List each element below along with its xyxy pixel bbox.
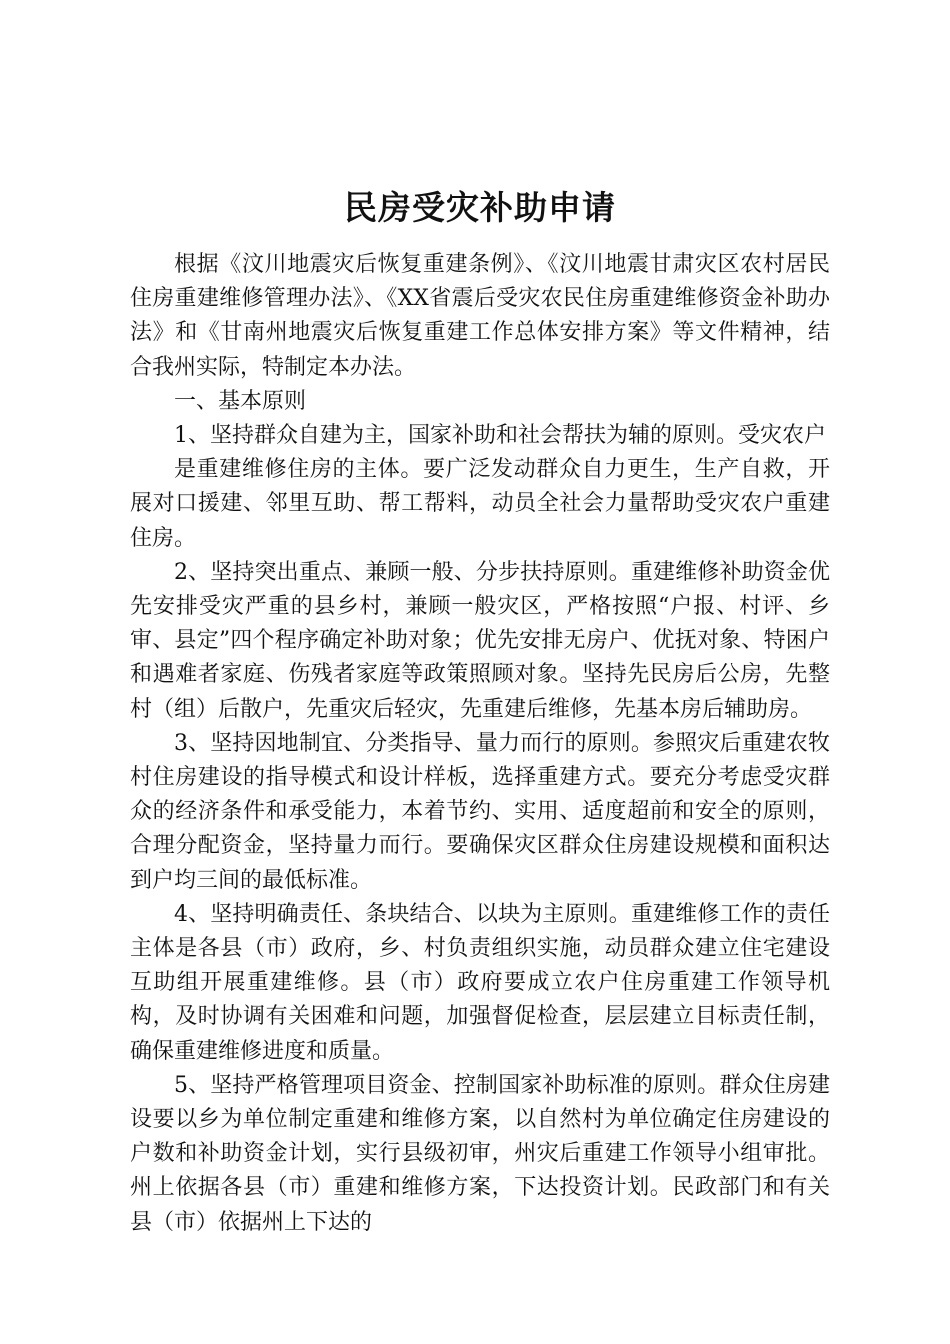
paragraph-principle-2: 2、坚持突出重点、兼顾一般、分步扶持原则。重建维修补助资金优先安排受灾严重的县乡村，兼顾一般灾区，严格按照“户报、村评、乡审、县定”四个程序确定补助对象；优先安排无房户、优抚对象、特困户和遇难者家庭、伤残者家庭等政策照顾对象。坚持先民房后公房，先整村（组）后散户，先重灾后轻灾，先重建后维修，先基本房后辅助房。 — [130, 559, 830, 722]
paragraph-intro: 根据《汶川地震灾后恢复重建条例》、《汶川地震甘肃灾区农村居民住房重建维修管理办法》、《XX省震后受灾农民住房重建维修资金补助办法》和《甘南州地震灾后恢复重建工作总体安排方案》等文件精神，结合我州实际，特制定本办法。 — [130, 252, 830, 380]
paragraph-principle-5: 5、坚持严格管理项目资金、控制国家补助标准的原则。群众住房建设要以乡为单位制定重建和维修方案，以自然村为单位确定住房建设的户数和补助资金计划，实行县级初审，州灾后重建工作领导小组审批。州上依据各县（市）重建和维修方案，下达投资计划。民政部门和有关县（市）依据州上下达的 — [130, 1072, 830, 1235]
paragraph-principle-4: 4、坚持明确责任、条块结合、以块为主原则。重建维修工作的责任主体是各县（市）政府，乡、村负责组织实施，动员群众建立住宅建设互助组开展重建维修。县（市）政府要成立农户住房重建工作领导机构，及时协调有关困难和问题，加强督促检查，层层建立目标责任制，确保重建维修进度和质量。 — [130, 901, 830, 1064]
section-heading-basic-principles: 一、基本原则 — [174, 388, 307, 414]
paragraph-principle-1: 1、坚持群众自建为主，国家补助和社会帮扶为辅的原则。受灾农户 — [174, 423, 826, 449]
paragraph-principle-3: 3、坚持因地制宜、分类指导、量力而行的原则。参照灾后重建农牧村住房建设的指导模式和设计样板，选择重建方式。要充分考虑受灾群众的经济条件和承受能力，本着节约、实用、适度超前和安全的原则，合理分配资金，坚持量力而行。要确保灾区群众住房建设规模和面积达到户均三间的最低标准。 — [130, 730, 830, 893]
document-page — [130, 180, 830, 1240]
paragraph-principle-1-continued: 是重建维修住房的主体。要广泛发动群众自力更生，生产自救，开展对口援建、邻里互助、帮工帮料，动员全社会力量帮助受灾农户重建住房。 — [130, 457, 830, 551]
document-title: 民房受灾补助申请 — [344, 188, 616, 227]
